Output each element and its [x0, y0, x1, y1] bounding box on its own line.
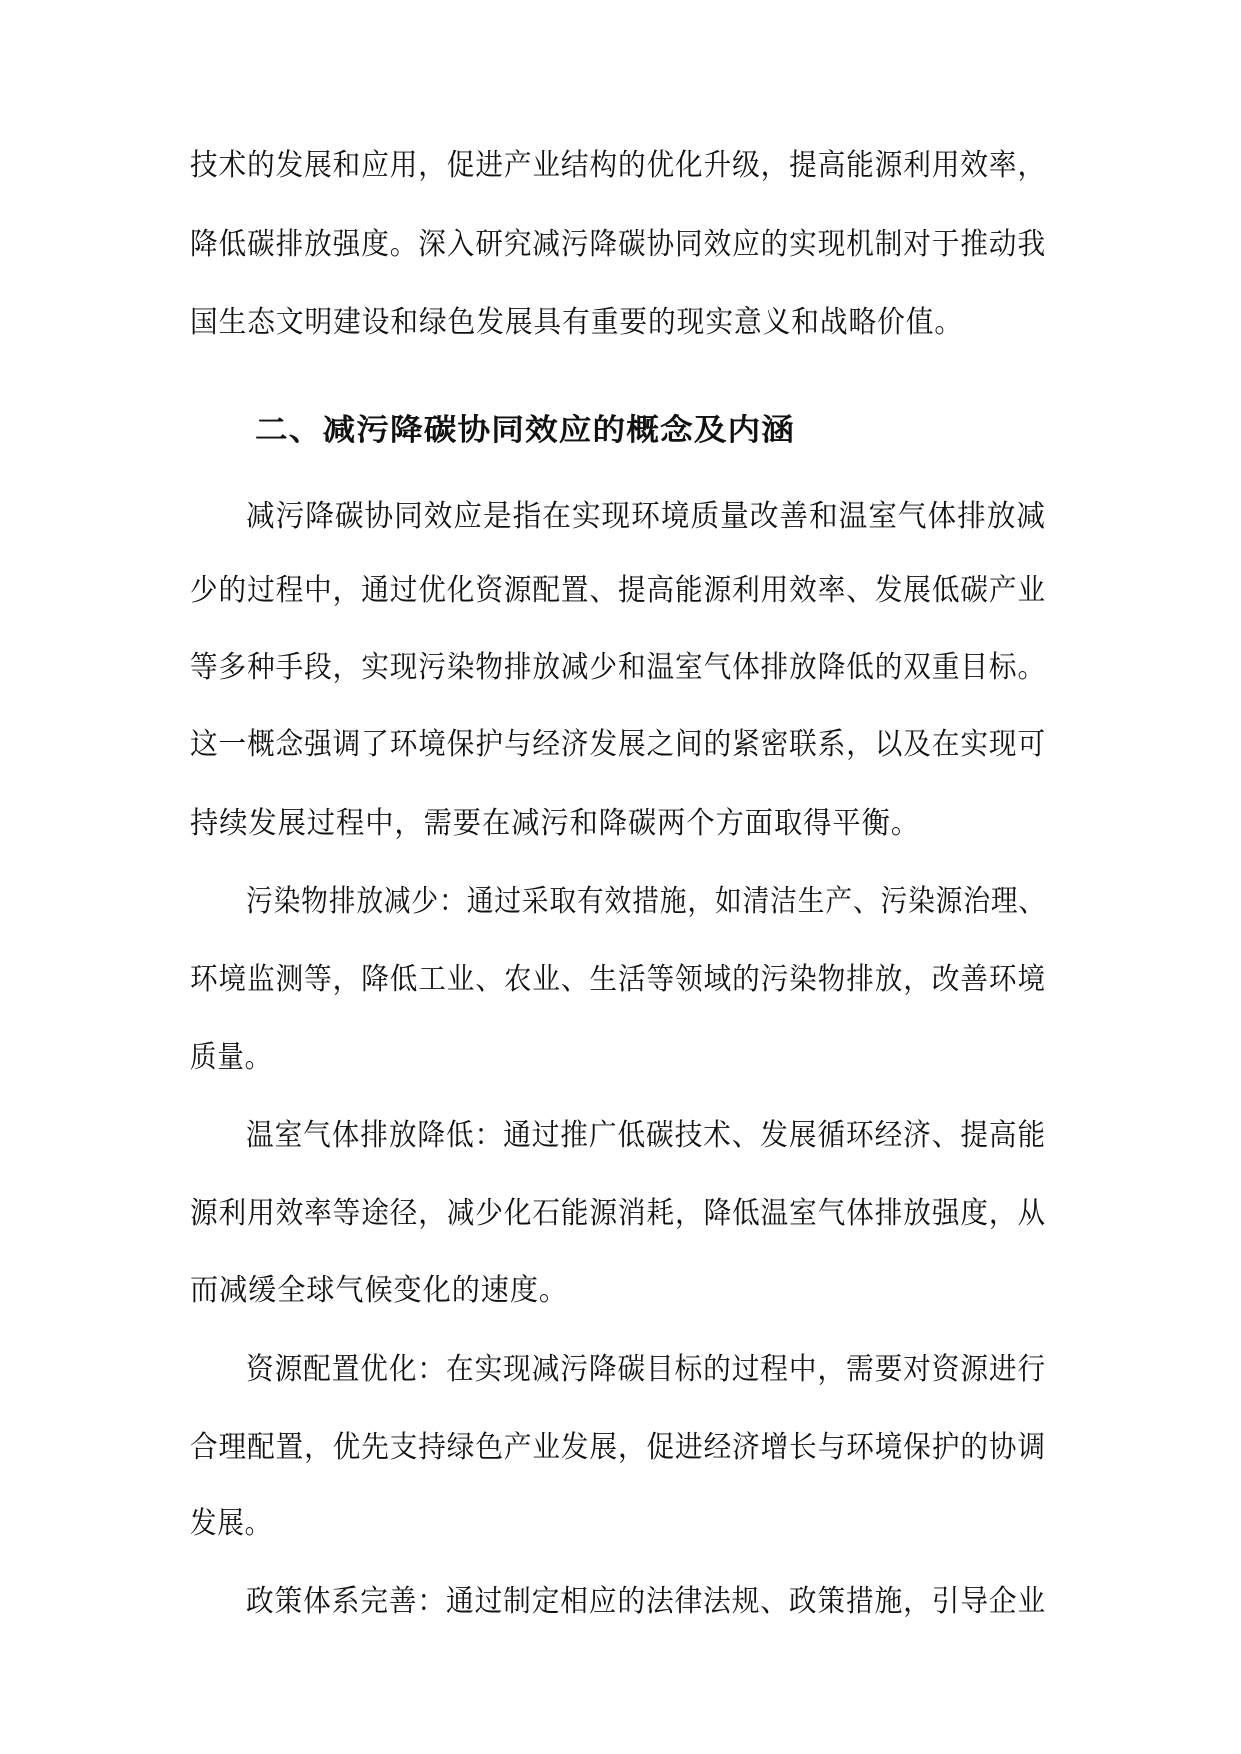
text-line-3: 国生态文明建设和绿色发展具有重要的现实意义和战略价值。: [190, 305, 963, 340]
text-line-16: 资源配置优化：在实现减污降碳目标的过程中，需要对资源进行: [246, 1352, 1047, 1387]
text-line-14: 源利用效率等途径，减少化石能源消耗，降低温室气体排放强度，从: [190, 1196, 1046, 1231]
text-line-12: 质量。: [190, 1040, 272, 1075]
text-line-6: 少的过程中，通过优化资源配置、提高能源利用效率、发展低碳产业: [190, 573, 1046, 608]
text-line-18: 发展。: [190, 1506, 272, 1541]
text-line-5: 减污降碳协同效应是指在实现环境质量改善和温室气体排放减: [246, 499, 1047, 534]
text-line-2: 降低碳排放强度。深入研究减污降碳协同效应的实现机制对于推动我: [190, 227, 1046, 262]
text-line-11: 环境监测等，降低工业、农业、生活等领域的污染物排放，改善环境: [190, 962, 1046, 997]
text-line-17: 合理配置，优先支持绿色产业发展，促进经济增长与环境保护的协调: [190, 1430, 1046, 1465]
text-line-1: 技术的发展和应用，促进产业结构的优化升级，提高能源利用效率，: [190, 148, 1046, 183]
text-line-8: 这一概念强调了环境保护与经济发展之间的紧密联系，以及在实现可: [190, 727, 1046, 762]
section-heading: 二、减污降碳协同效应的概念及内涵: [255, 413, 795, 448]
text-line-13: 温室气体排放降低：通过推广低碳技术、发展循环经济、提高能: [246, 1118, 1047, 1153]
text-line-15: 而减缓全球气候变化的速度。: [190, 1273, 569, 1308]
text-line-7: 等多种手段，实现污染物排放减少和温室气体排放降低的双重目标。: [190, 650, 1046, 685]
text-line-9: 持续发展过程中，需要在减污和降碳两个方面取得平衡。: [190, 806, 920, 841]
text-line-10: 污染物排放减少：通过采取有效措施，如清洁生产、污染源治理、: [246, 884, 1047, 919]
text-line-19: 政策体系完善：通过制定相应的法律法规、政策措施，引导企业: [246, 1584, 1047, 1619]
